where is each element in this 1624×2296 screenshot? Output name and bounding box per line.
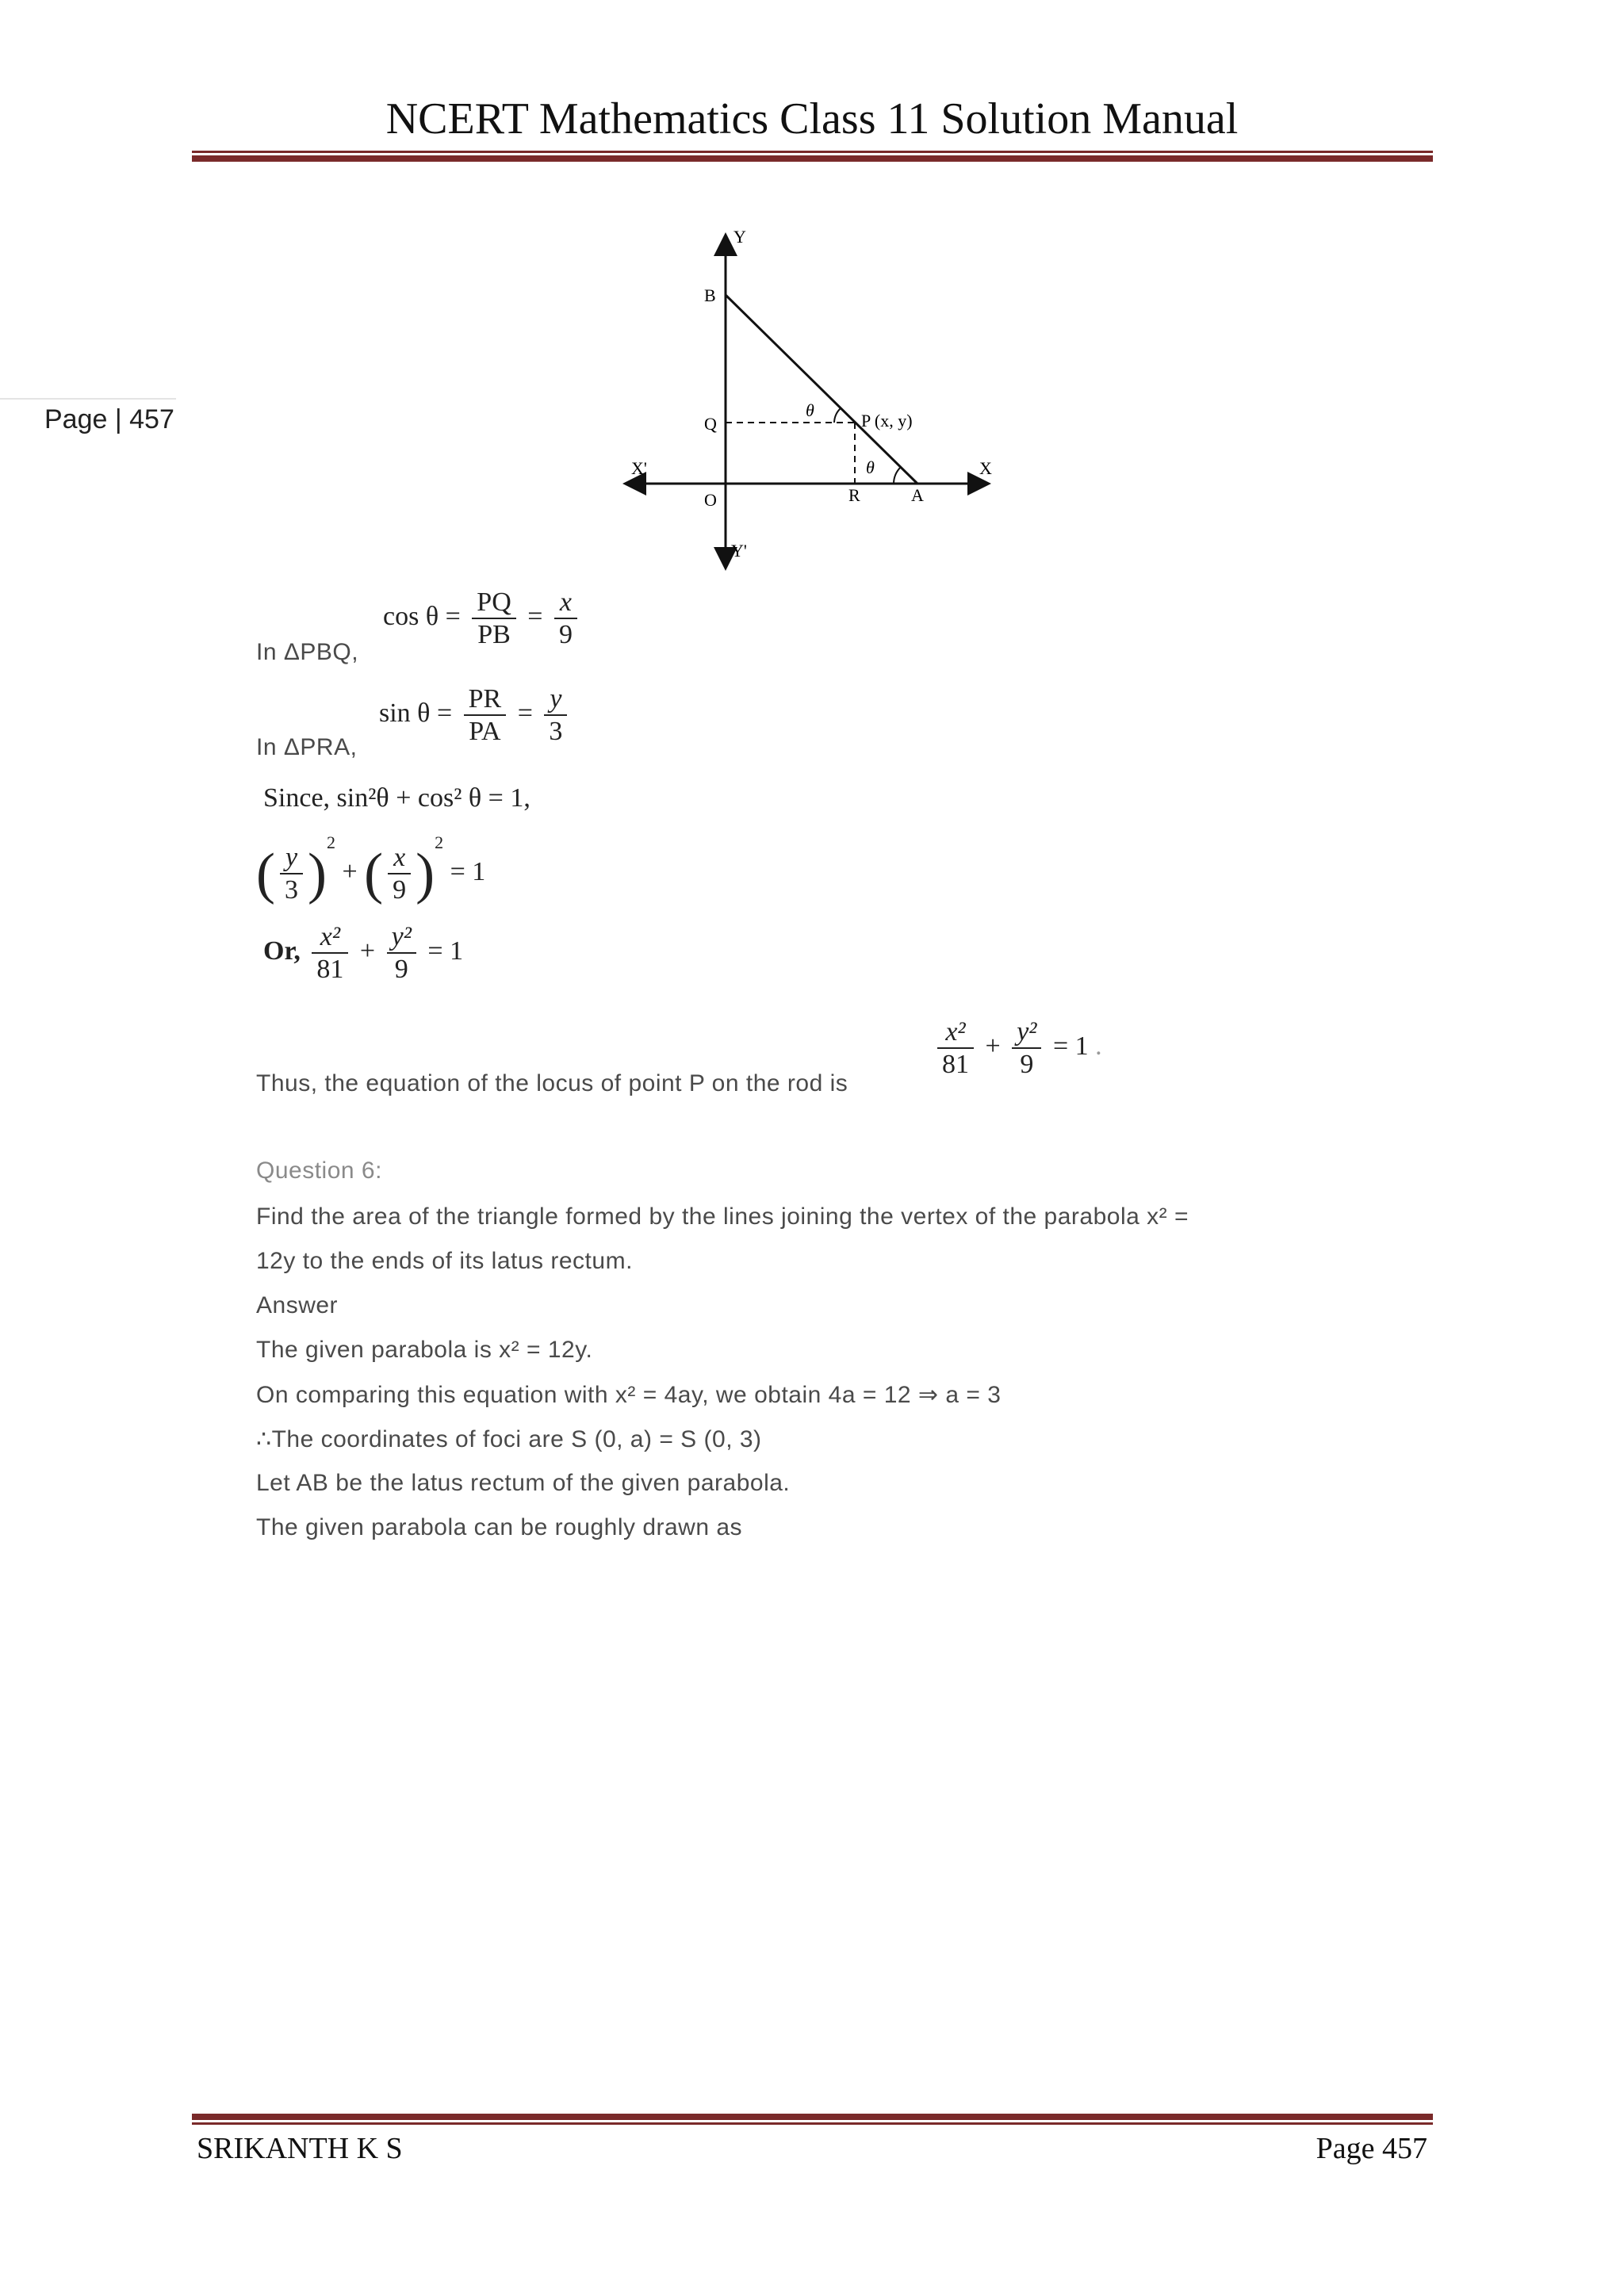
answer-line-2: On comparing this equation with x² = 4ay, we obtain 4a = 12 ⇒ a = 3	[256, 1382, 1002, 1408]
answer-line-5: The given parabola can be roughly drawn as	[256, 1514, 743, 1540]
question-text-line-1: Find the area of the triangle formed by the lines joining the vertex of the parabola x² =	[256, 1203, 1189, 1230]
page-header-title: NCERT Mathematics Class 11 Solution Manual	[385, 94, 1239, 144]
answer-line-3: ∴The coordinates of foci are S (0, a) = S (0, 3)	[256, 1426, 762, 1452]
margin-rule	[0, 398, 176, 400]
pbq-fraction-2: $\frac{x}{9}$	[554, 587, 577, 650]
label-y-bottom: Y'	[731, 541, 747, 561]
locus-diagram	[619, 222, 1015, 579]
margin-page-label: Page | 457	[44, 404, 174, 434]
sq-fraction-1: $\frac{y}{3}$	[280, 842, 303, 905]
label-theta-p: θ	[806, 400, 814, 420]
answer-line-1: The given parabola is x² = 12y.	[256, 1337, 593, 1363]
conclusion-equation: $\frac{\text{x²}}{81}$ + $\frac{\text{y²}}{9}$ = 1 .	[933, 1016, 1102, 1080]
identity-line: Since, sin²θ + cos² θ = 1,	[263, 783, 530, 813]
thus-fraction-2: $\frac{\text{y²}}{9}$	[1012, 1016, 1041, 1080]
answer-label: Answer	[256, 1292, 339, 1318]
label-y-top: Y	[733, 227, 746, 247]
or-label: Or,	[263, 936, 301, 966]
angle-arc-a	[894, 467, 901, 484]
pra-fraction-2: $\frac{y}{3}$	[544, 683, 567, 747]
header-rule-thin	[192, 151, 1433, 153]
pbq-equation: cos θ = $\frac{PQ}{PB}$ = $\frac{x}{9}$	[383, 587, 582, 650]
squared-sum-equation: ( $\frac{y}{3}$ )$^2$ + ( $\frac{x}{9}$ )$^2$ = 1	[256, 832, 486, 905]
pra-fraction-1: $\frac{PR}{PA}$	[464, 683, 507, 747]
label-o: O	[704, 490, 717, 510]
label-theta-a: θ	[866, 457, 875, 477]
pbq-lhs: cos θ =	[383, 601, 461, 631]
pra-label: In ΔPRA,	[256, 734, 358, 760]
footer-author: SRIKANTH K S	[197, 2132, 403, 2165]
ellipse-equation: Or, $\frac{\text{x²}}{81}$ + $\frac{\text{y²}}{9}$ = 1	[263, 922, 464, 985]
label-x-left: X'	[631, 458, 647, 478]
question-text-line-2: 12y to the ends of its latus rectum.	[256, 1248, 633, 1274]
label-p: P (x, y)	[861, 411, 913, 430]
thus-fraction-1: $\frac{\text{x²}}{81}$	[937, 1016, 974, 1080]
footer-page-number: Page 457	[1316, 2132, 1427, 2165]
footer-rule-thin	[192, 2122, 1433, 2125]
sq-fraction-2: $\frac{x}{9}$	[388, 842, 411, 905]
pra-lhs: sin θ =	[379, 698, 453, 728]
rod-ba	[726, 295, 917, 484]
conclusion-text: Thus, the equation of the locus of point P on the rod is	[256, 1070, 848, 1096]
pbq-fraction-1: $\frac{PQ}{PB}$	[472, 587, 515, 650]
angle-arc-p	[834, 408, 841, 423]
label-x-right: X	[979, 458, 992, 478]
or-fraction-1: $\frac{\text{x²}}{81}$	[312, 921, 348, 985]
label-a: A	[911, 485, 924, 505]
pra-equation: sin θ = $\frac{PR}{PA}$ = $\frac{y}{3}$	[379, 683, 572, 747]
or-fraction-2: $\frac{\text{y²}}{9}$	[387, 921, 416, 985]
label-b: B	[704, 285, 716, 305]
header-rule-thick	[192, 155, 1433, 162]
pbq-label: In ΔPBQ,	[256, 639, 359, 665]
answer-line-4: Let AB be the latus rectum of the given parabola.	[256, 1470, 791, 1496]
footer-rule-thick	[192, 2114, 1433, 2120]
label-r: R	[848, 485, 860, 505]
question-heading: Question 6:	[256, 1158, 382, 1184]
label-q: Q	[704, 414, 717, 434]
